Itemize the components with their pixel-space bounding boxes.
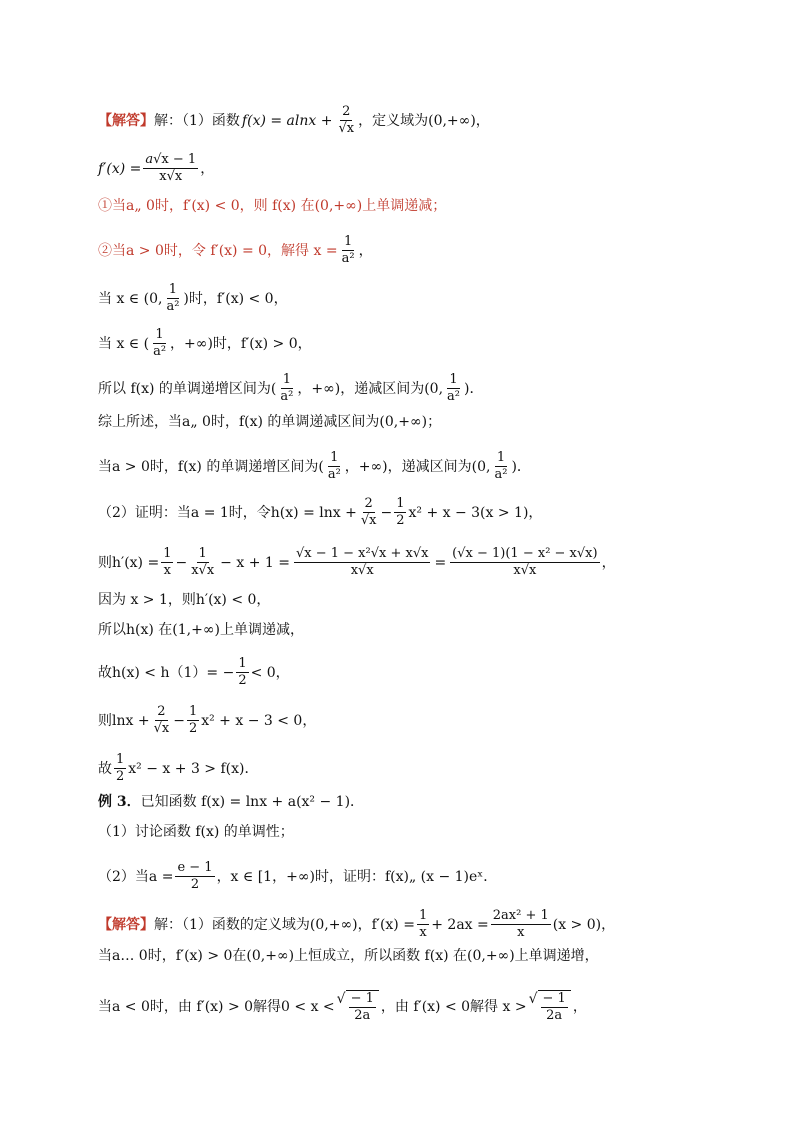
solution-line-1: 【解答】 解：（1）函数 f(x) = alnx + $\frac{2}{√x}$ ，定义域为 (0,+∞) ，: [98, 104, 490, 136]
example-3-q2: （2）当a = $\frac{e - 1}{2}$ ，x ∈ [1，+∞)时，证明：f(x)„ (x − 1)eˣ．: [98, 860, 498, 892]
solution-line-12: 因为 x > 1，则h′(x) < 0，: [98, 592, 271, 608]
solution-line-8: 综上所述，当a„ 0时，f(x) 的单调递减区间为(0,+∞)；: [98, 414, 442, 430]
example-3-q1: （1）讨论函数 f(x) 的单调性；: [98, 824, 294, 840]
solution2-line-1: 【解答】 解：（1）函数的定义域为(0,+∞)，f′(x) = $\frac{1}{x}$ + 2ax = $\frac{\text{2ax² + 1}}{x}$ (x > 0)，: [98, 908, 616, 940]
solution-line-7: 所以 f(x) 的单调递增区间为( $\frac{1}{\text{a²}}$ ，+∞)，递减区间为(0, $\frac{1}{\text{a²}}$ )．: [98, 372, 484, 404]
solution-line-5: 当 x ∈ (0, $\frac{1}{\text{a²}}$ )时，f′(x) < 0，: [98, 282, 288, 314]
solution2-line-2: 当a… 0时，f′(x) > 0在(0,+∞)上恒成立，所以函数 f(x) 在(0,+∞)上单调递增，: [98, 948, 599, 964]
solution-line-14: 故h(x) < h（1）= − $\frac{1}{2}$ < 0，: [98, 656, 290, 688]
answer-tag: 【解答】: [98, 916, 154, 933]
solution-line-6: 当 x ∈ ( $\frac{1}{\text{a²}}$ ，+∞)时，f′(x) > 0，: [98, 327, 312, 359]
solution-line-11: 则h′(x) = $\frac{1}{x}$ − $\frac{1}{x√x}$ − x + 1 = $\frac{\text{√x − 1 − x²√x + x√x}}{x√x}$ = $\frac{\text{(√x − 1)(1 − x² − x√x)}}{x√x}$ ，: [98, 546, 616, 578]
solution-line-15: 则lnx + $\frac{2}{√x}$ − $\frac{1}{2}$ x² + x − 3 < 0，: [98, 704, 317, 736]
example-3-title: 例 3． 已知函数 f(x) = lnx + a(x² − 1)．: [98, 794, 365, 810]
solution-line-10: （2）证明：当a = 1时，令h(x) = lnx + $\frac{2}{√x}$ − $\frac{1}{2}$ x² + x − 3(x > 1)，: [98, 496, 543, 528]
solution-line-16: 故 $\frac{1}{2}$ x² − x + 3 > f(x)．: [98, 752, 259, 784]
solution-line-2: f′(x) = $\frac{a√x - 1}{x√x}$ ，: [98, 152, 215, 184]
solution2-line-3: 当a < 0时，由 f′(x) > 0解得0 < x < √ $\frac{- 1}{2a}$ ，由 f′(x) < 0解得 x > √ $\frac{- 1}{2a}$ ，: [98, 991, 587, 1023]
solution-line-9: 当a > 0时，f(x) 的单调递增区间为( $\frac{1}{\text{a²}}$ ，+∞)，递减区间为(0, $\frac{1}{\text{a²}}$ )．: [98, 450, 531, 482]
solution-line-4: ②当a > 0时，令 f′(x) = 0，解得 x = $\frac{1}{\text{a²}}$ ，: [98, 234, 373, 266]
fraction: $\frac{a√x - 1}{x√x}$: [145, 152, 197, 184]
solution-line-3: ①当a„ 0时，f′(x) < 0，则 f(x) 在(0,+∞)上单调递减；: [98, 198, 447, 214]
fraction: $\frac{2}{√x}$: [338, 104, 355, 136]
answer-tag: 【解答】: [98, 112, 154, 129]
solution-line-13: 所以h(x) 在(1,+∞)上单调递减，: [98, 622, 304, 638]
